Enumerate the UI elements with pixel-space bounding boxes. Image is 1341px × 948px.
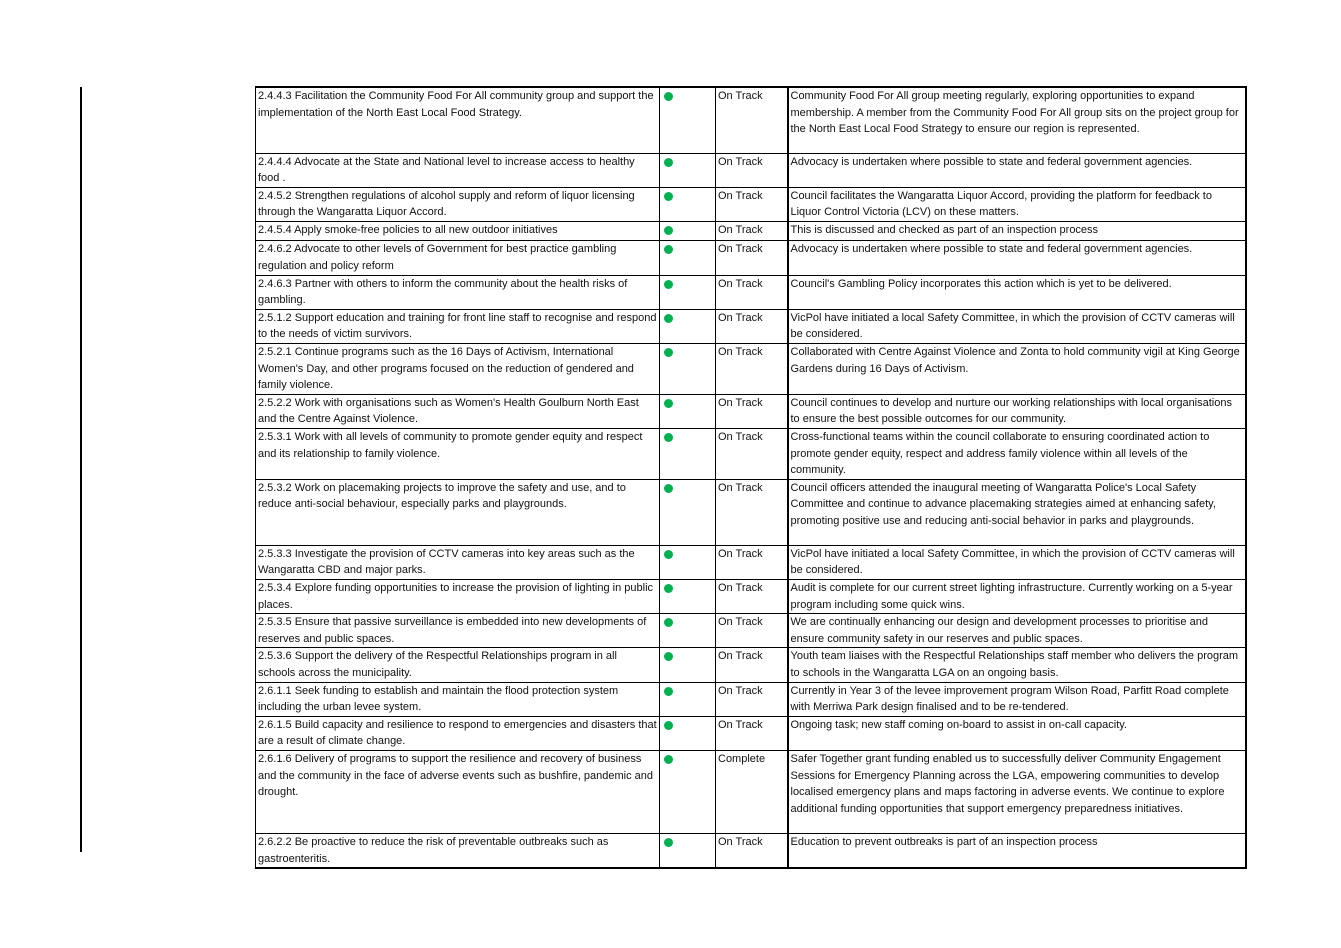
- status-text: On Track: [716, 309, 788, 343]
- status-indicator-cell: [660, 241, 716, 275]
- table-row: [256, 579, 1246, 613]
- progress-comment: Education to prevent outbreaks is part of an inspection process: [788, 833, 1246, 868]
- table-row: [256, 648, 1246, 682]
- status-text: On Track: [716, 187, 788, 221]
- status-indicator-cell: [660, 682, 716, 716]
- status-text: Complete: [716, 750, 788, 833]
- green-status-dot-icon: [664, 721, 673, 730]
- progress-comment: Audit is complete for our current street lighting infrastructure. Currently working on a 5-year program including some quick wins.: [788, 579, 1246, 613]
- table-row: [256, 153, 1246, 187]
- progress-comment: Collaborated with Centre Against Violence and Zonta to hold community vigil at King George Gardens during 16 Days of Activism.: [788, 344, 1246, 395]
- green-status-dot-icon: [664, 192, 673, 201]
- table-row: [256, 429, 1246, 480]
- green-status-dot-icon: [664, 399, 673, 408]
- progress-comment: Currently in Year 3 of the levee improvement program Wilson Road, Parfitt Road complete with Merriwa Park design finalised and to be re-tendered.: [788, 682, 1246, 716]
- green-status-dot-icon: [664, 652, 673, 661]
- action-description: 2.5.2.2 Work with organisations such as Women's Health Goulburn North East and the Centre Against Violence.: [256, 394, 660, 428]
- status-text: On Track: [716, 833, 788, 868]
- status-text: On Track: [716, 479, 788, 545]
- status-indicator-cell: [660, 309, 716, 343]
- action-description: 2.4.5.2 Strengthen regulations of alcohol supply and reform of liquor licensing through the Wangaratta Liquor Accord.: [256, 187, 660, 221]
- table-row: [256, 241, 1246, 275]
- status-indicator-cell: [660, 275, 716, 309]
- status-text: On Track: [716, 153, 788, 187]
- status-indicator-cell: [660, 344, 716, 395]
- status-text: On Track: [716, 275, 788, 309]
- table-row: [256, 479, 1246, 545]
- status-indicator-cell: [660, 833, 716, 868]
- green-status-dot-icon: [664, 433, 673, 442]
- status-indicator-cell: [660, 87, 716, 153]
- action-description: 2.6.1.5 Build capacity and resilience to respond to emergencies and disasters that are a result of climate change.: [256, 716, 660, 750]
- table-row: [256, 394, 1246, 428]
- status-text: On Track: [716, 87, 788, 153]
- action-description: 2.6.1.1 Seek funding to establish and maintain the flood protection system including the urban levee system.: [256, 682, 660, 716]
- green-status-dot-icon: [664, 280, 673, 289]
- action-description: 2.5.3.5 Ensure that passive surveillance is embedded into new developments of reserves and public spaces.: [256, 614, 660, 648]
- table-row: [256, 187, 1246, 221]
- left-margin-rule: [80, 87, 82, 852]
- action-description: 2.4.4.4 Advocate at the State and National level to increase access to healthy food .: [256, 153, 660, 187]
- status-text: On Track: [716, 716, 788, 750]
- green-status-dot-icon: [664, 226, 673, 235]
- progress-comment: Community Food For All group meeting regularly, exploring opportunities to expand membership. A member from the Community Food For All group sits on the project group for the North East Local Food Strategy to ensure our region is represented.: [788, 87, 1246, 153]
- progress-comment: Council facilitates the Wangaratta Liquor Accord, providing the platform for feedback to Liquor Control Victoria (LCV) on these matters.: [788, 187, 1246, 221]
- status-indicator-cell: [660, 716, 716, 750]
- table-row: [256, 87, 1246, 153]
- action-description: 2.4.6.2 Advocate to other levels of Government for best practice gambling regulation and policy reform: [256, 241, 660, 275]
- action-description: 2.4.6.3 Partner with others to inform the community about the health risks of gambling.: [256, 275, 660, 309]
- progress-comment: Safer Together grant funding enabled us to successfully deliver Community Engagement Sessions for Emergency Planning across the LGA, empowering communities to develop localised emergency plans and maps factoring in adverse events. We continue to explore additional funding opportunities that support emergency preparedness initiatives.: [788, 750, 1246, 833]
- status-indicator-cell: [660, 429, 716, 480]
- status-text: On Track: [716, 545, 788, 579]
- table-row: [256, 716, 1246, 750]
- action-description: 2.5.2.1 Continue programs such as the 16 Days of Activism, International Women's Day, and other programs focused on the reduction of gendered and family violence.: [256, 344, 660, 395]
- progress-comment: Advocacy is undertaken where possible to state and federal government agencies.: [788, 241, 1246, 275]
- progress-comment: We are continually enhancing our design and development processes to prioritise and ensure community safety in our reserves and public spaces.: [788, 614, 1246, 648]
- green-status-dot-icon: [664, 550, 673, 559]
- action-progress-table: [255, 86, 1247, 869]
- table-row: [256, 682, 1246, 716]
- status-text: On Track: [716, 579, 788, 613]
- action-description: 2.6.2.2 Be proactive to reduce the risk of preventable outbreaks such as gastroenteritis.: [256, 833, 660, 868]
- table-row: [256, 614, 1246, 648]
- table-row: [256, 545, 1246, 579]
- progress-comment: This is discussed and checked as part of an inspection process: [788, 221, 1246, 241]
- status-indicator-cell: [660, 394, 716, 428]
- green-status-dot-icon: [664, 484, 673, 493]
- action-description: 2.5.3.1 Work with all levels of community to promote gender equity and respect and its relationship to family violence.: [256, 429, 660, 480]
- green-status-dot-icon: [664, 348, 673, 357]
- status-indicator-cell: [660, 479, 716, 545]
- status-text: On Track: [716, 648, 788, 682]
- table-row: [256, 221, 1246, 241]
- status-text: On Track: [716, 394, 788, 428]
- status-indicator-cell: [660, 750, 716, 833]
- green-status-dot-icon: [664, 755, 673, 764]
- progress-comment: Ongoing task; new staff coming on-board to assist in on-call capacity.: [788, 716, 1246, 750]
- action-description: 2.5.3.3 Investigate the provision of CCTV cameras into key areas such as the Wangaratta CBD and major parks.: [256, 545, 660, 579]
- status-text: On Track: [716, 682, 788, 716]
- action-description: 2.6.1.6 Delivery of programs to support the resilience and recovery of business and the community in the face of adverse events such as bushfire, pandemic and drought.: [256, 750, 660, 833]
- action-description: 2.5.3.6 Support the delivery of the Respectful Relationships program in all schools across the municipality.: [256, 648, 660, 682]
- progress-comment: Council continues to develop and nurture our working relationships with local organisations to ensure the best possible outcomes for our community.: [788, 394, 1246, 428]
- status-indicator-cell: [660, 221, 716, 241]
- green-status-dot-icon: [664, 158, 673, 167]
- status-text: On Track: [716, 614, 788, 648]
- action-description: 2.5.3.4 Explore funding opportunities to increase the provision of lighting in public places.: [256, 579, 660, 613]
- green-status-dot-icon: [664, 687, 673, 696]
- action-description: 2.4.5.4 Apply smoke-free policies to all new outdoor initiatives: [256, 221, 660, 241]
- action-description: 2.4.4.3 Facilitation the Community Food For All community group and support the implementation of the North East Local Food Strategy.: [256, 87, 660, 153]
- progress-comment: Council's Gambling Policy incorporates this action which is yet to be delivered.: [788, 275, 1246, 309]
- table-row: [256, 275, 1246, 309]
- green-status-dot-icon: [664, 314, 673, 323]
- status-text: On Track: [716, 429, 788, 480]
- green-status-dot-icon: [664, 92, 673, 101]
- action-description: 2.5.3.2 Work on placemaking projects to improve the safety and use, and to reduce anti-social behaviour, especially parks and playgrounds.: [256, 479, 660, 545]
- green-status-dot-icon: [664, 245, 673, 254]
- status-indicator-cell: [660, 648, 716, 682]
- green-status-dot-icon: [664, 584, 673, 593]
- status-indicator-cell: [660, 545, 716, 579]
- status-text: On Track: [716, 241, 788, 275]
- progress-comment: VicPol have initiated a local Safety Committee, in which the provision of CCTV cameras will be considered.: [788, 309, 1246, 343]
- green-status-dot-icon: [664, 618, 673, 627]
- progress-comment: Advocacy is undertaken where possible to state and federal government agencies.: [788, 153, 1246, 187]
- table-row: [256, 309, 1246, 343]
- green-status-dot-icon: [664, 838, 673, 847]
- status-indicator-cell: [660, 153, 716, 187]
- status-indicator-cell: [660, 579, 716, 613]
- table-row: [256, 750, 1246, 833]
- table-row: [256, 344, 1246, 395]
- status-indicator-cell: [660, 614, 716, 648]
- status-text: On Track: [716, 221, 788, 241]
- table-row: [256, 833, 1246, 868]
- status-indicator-cell: [660, 187, 716, 221]
- progress-comment: VicPol have initiated a local Safety Committee, in which the provision of CCTV cameras will be considered.: [788, 545, 1246, 579]
- progress-comment: Cross-functional teams within the council collaborate to ensuring coordinated action to promote gender equity, respect and address family violence within all levels of the community.: [788, 429, 1246, 480]
- action-description: 2.5.1.2 Support education and training for front line staff to recognise and respond to the needs of victim survivors.: [256, 309, 660, 343]
- progress-comment: Youth team liaises with the Respectful Relationships staff member who delivers the program to schools in the Wangaratta LGA on an ongoing basis.: [788, 648, 1246, 682]
- status-text: On Track: [716, 344, 788, 395]
- progress-comment: Council officers attended the inaugural meeting of Wangaratta Police's Local Safety Committee and continue to advance placemaking strategies aimed at enhancing safety, promoting positive use and reducing anti-social behavior in parks and playgrounds.: [788, 479, 1246, 545]
